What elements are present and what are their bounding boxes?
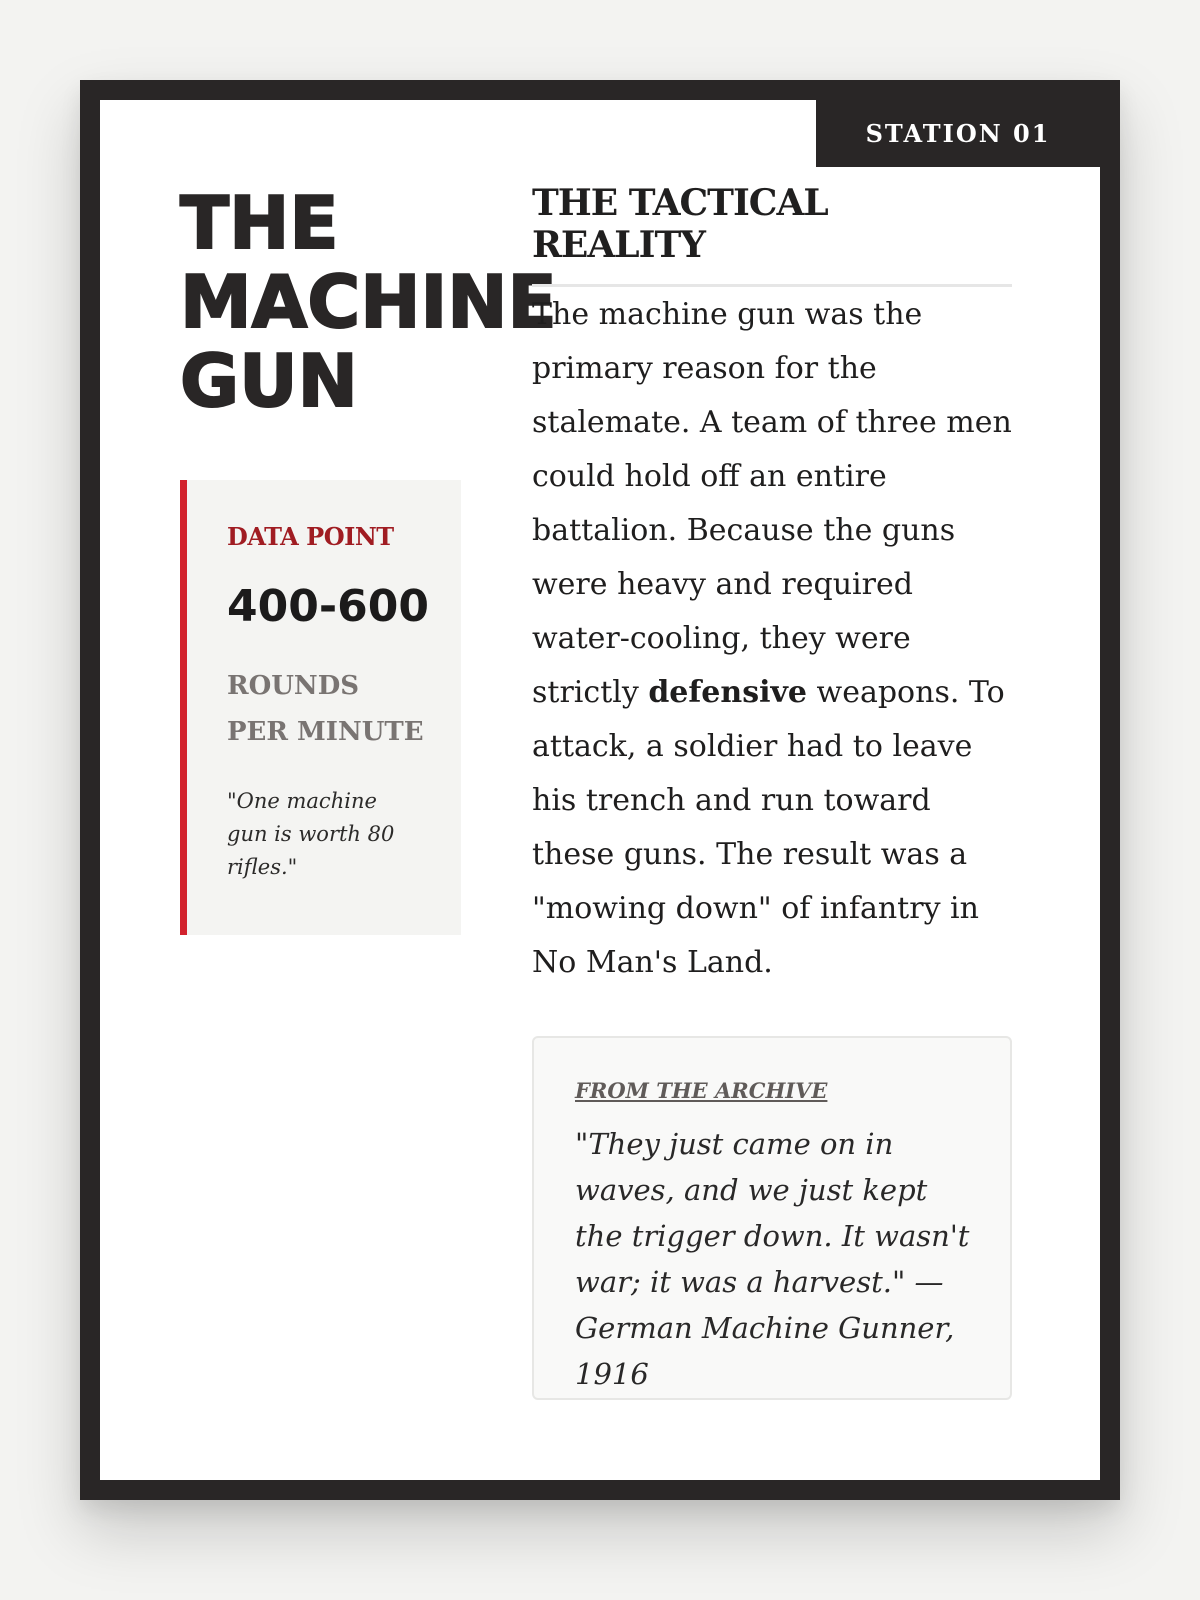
data-point-panel xyxy=(180,480,461,935)
data-point-quote: "One machine gun is worth 80 rifles." xyxy=(227,789,395,879)
title-line-1: THE xyxy=(180,181,339,265)
station-tab xyxy=(816,100,1100,167)
data-point-label: DATA POINT xyxy=(227,522,394,551)
title-line-3: GUN xyxy=(180,339,358,423)
archive-quote: "They just came on in waves, and we just kept the trigger down. It wasn't war; it was a harvest." — German Machine Gunner, 1916 xyxy=(575,1127,970,1391)
data-point-value: 400-600 xyxy=(227,581,429,632)
section-heading: THE TACTICAL REALITY xyxy=(532,182,1012,287)
body-text-part-2: weapons. To attack, a soldier had to leave his trench and run toward these guns. The result was a "mowing down" of infantry in No Man's Land. xyxy=(532,675,1005,980)
archive-label: FROM THE ARCHIVE xyxy=(575,1078,828,1103)
archive-panel xyxy=(532,1036,1012,1400)
exhibit-card xyxy=(80,80,1120,1500)
body-text-emphasis: defensive xyxy=(648,675,807,710)
data-point-unit: ROUNDS PER MINUTE xyxy=(227,671,424,747)
body-text xyxy=(532,288,1012,990)
body-text-part-1: The machine gun was the primary reason for the stalemate. A team of three men could hold off an entire battalion. Because the guns were heavy and required water-cooling, they were strictly xyxy=(532,297,1012,710)
station-label: STATION 01 xyxy=(865,119,1051,148)
title-line-2: MACHINE xyxy=(180,260,557,344)
